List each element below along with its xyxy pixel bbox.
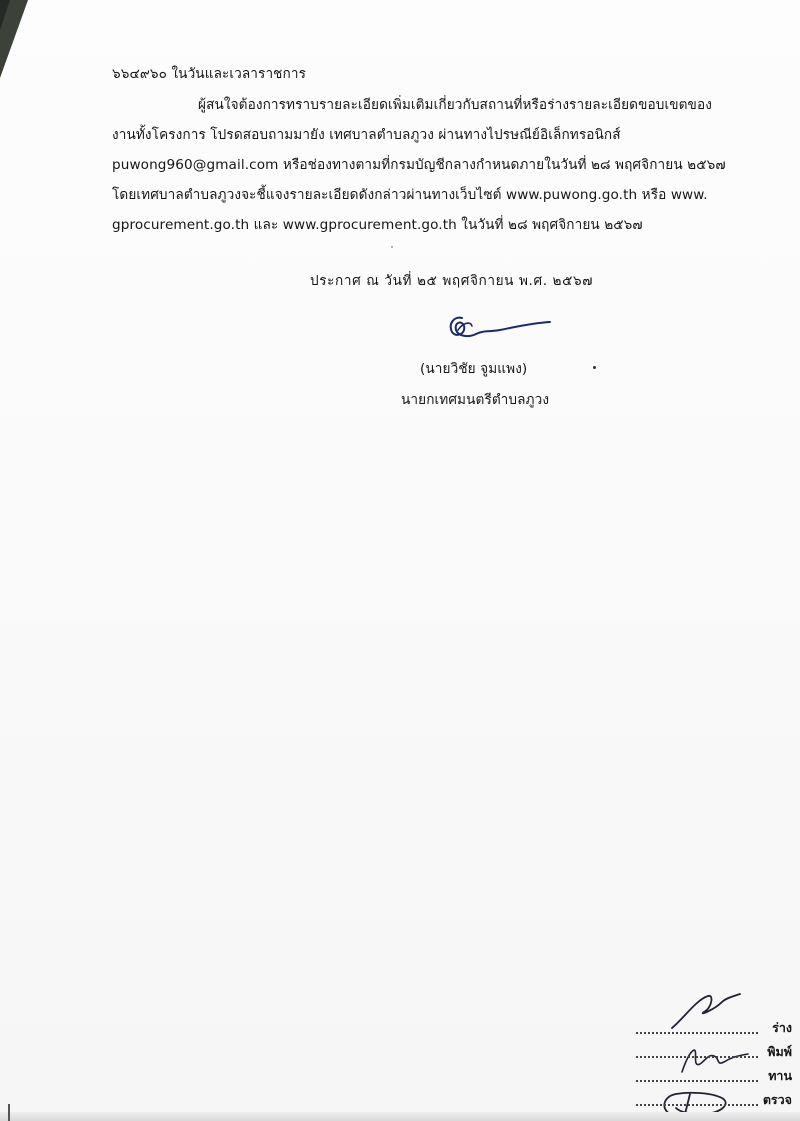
body-line-5: โดยเทศบาลตำบลภูวงจะชี้แจงรายละเอียดดังกล่าวผ่านทางเว็บไซต์ www.puwong.go.th หรือ www.: [112, 187, 708, 203]
dotted-line: [636, 1032, 758, 1034]
body-line-1: ๖๖๔๙๖๐ ในวันและเวลาราชการ: [112, 66, 306, 82]
footer-row-review: [636, 1066, 796, 1086]
footer-label-check: ตรวจ: [762, 1092, 792, 1107]
signer-name: (นายวิชัย จูมแพง): [420, 361, 528, 377]
body-line-2: ผู้สนใจต้องการทราบรายละเอียดเพิ่มเติมเกี่ยวกับสถานที่หรือร่างรายละเอียดขอบเขตของ: [198, 97, 712, 113]
dotted-line: [636, 1056, 758, 1058]
footer-label-draft: ร่าง: [772, 1020, 792, 1035]
ink-speck: [391, 246, 393, 248]
page-edge-mark: [8, 1104, 10, 1121]
dotted-line: [636, 1104, 758, 1106]
dotted-line: [636, 1080, 758, 1082]
mayor-signature: [440, 308, 560, 348]
signer-title: นายกเทศมนตรีตำบลภูวง: [401, 392, 550, 408]
page-corner-fold: [0, 0, 28, 80]
footer-row-draft: [636, 1018, 796, 1038]
body-line-3: งานทั้งโครงการ โปรดสอบถามมายัง เทศบาลตำบลภูวง ผ่านทางไปรษณีย์อิเล็กทรอนิกส์: [112, 127, 621, 143]
footer-row-check: [636, 1090, 796, 1110]
body-line-6: gprocurement.go.th และ www.gprocurement.go.th ในวันที่ ๒๘ พฤศจิกายน ๒๕๖๗: [112, 217, 643, 233]
ink-speck: [593, 366, 596, 369]
body-line-4: puwong960@gmail.com หรือช่องทางตามที่กรมบัญชีกลางกำหนดภายในวันที่ ๒๘ พฤศจิกายน ๒๕๖๗: [112, 157, 726, 173]
footer-label-review: ทาน: [768, 1068, 792, 1083]
footer-row-type: [636, 1042, 796, 1062]
announcement-date: ประกาศ ณ วันที่ ๒๕ พฤศจิกายน พ.ศ. ๒๕๖๗: [310, 273, 594, 289]
footer-label-type: พิมพ์: [767, 1044, 792, 1059]
page-bottom-edge: [0, 1112, 800, 1121]
